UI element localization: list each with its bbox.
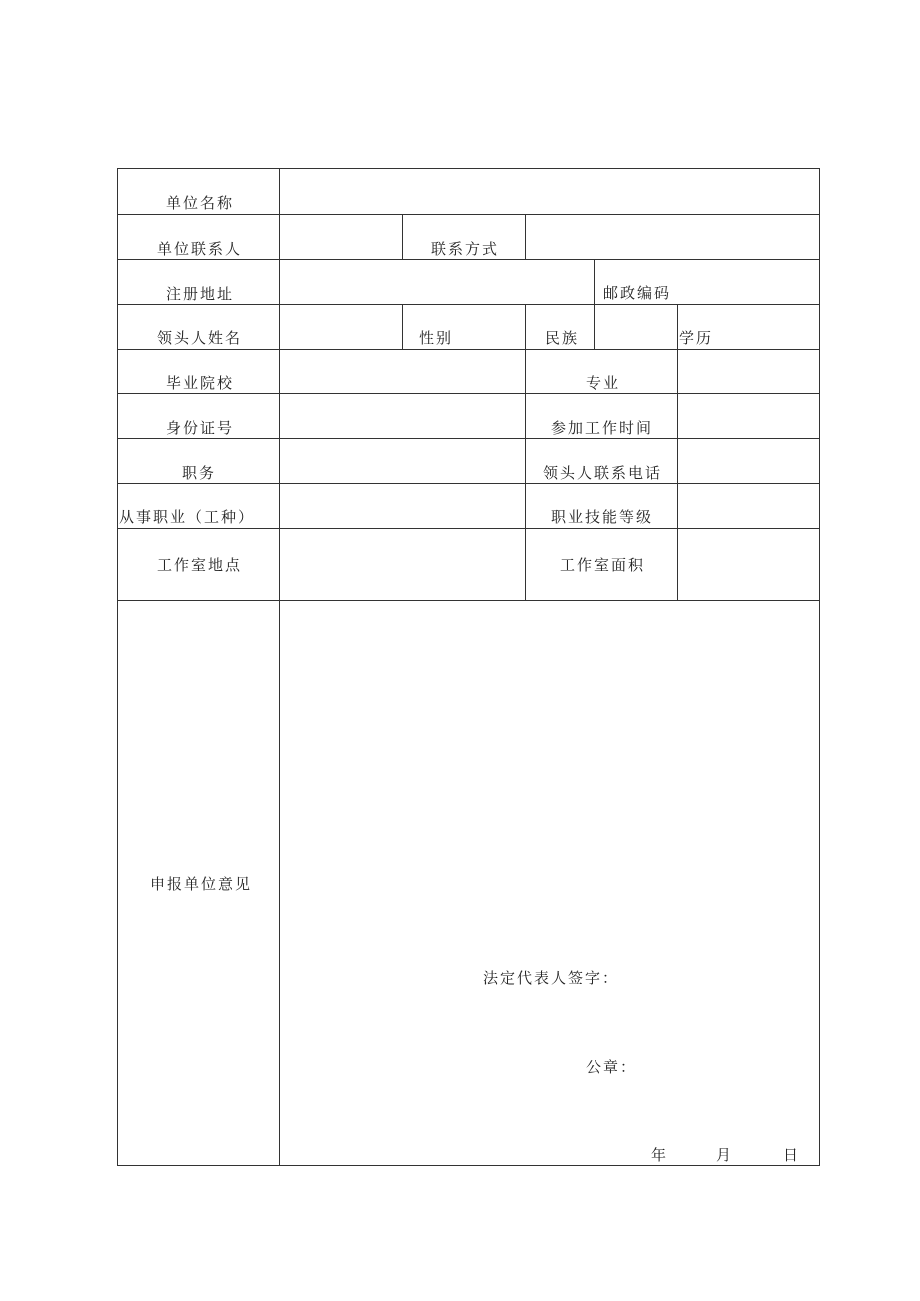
gender-label: 性别 [419,329,454,347]
row-line [117,528,820,529]
studio-area-label: 工作室面积 [560,556,646,574]
ethnicity-label: 民族 [545,329,580,347]
border-right [819,168,820,1166]
leader-name-label: 领头人姓名 [157,329,243,347]
position-label: 职务 [182,464,217,482]
row-line [117,393,820,394]
col-divider [525,349,526,600]
contact-method-field[interactable] [527,216,818,258]
seal-label: 公章： [586,1058,638,1076]
border-top [117,168,820,169]
row-line [117,483,820,484]
skill-level-label: 职业技能等级 [551,508,654,526]
unit-name-field[interactable] [281,170,818,213]
leader-phone-label: 领头人联系电话 [543,464,663,482]
skill-level-field[interactable] [679,485,818,527]
row-line [117,438,820,439]
col-divider [677,304,678,349]
unit-name-label: 单位名称 [166,194,235,212]
contact-method-label: 联系方式 [431,240,500,258]
work-start-field[interactable] [679,395,818,437]
row-line [117,600,820,601]
legal-rep-signature-label: 法定代表人签字： [483,969,620,987]
leader-phone-field[interactable] [679,440,818,482]
postal-code-label: 邮政编码 [603,284,672,302]
col-divider [402,304,403,349]
col-divider [594,259,595,304]
reg-address-label: 注册地址 [166,285,235,303]
school-field[interactable] [281,351,524,392]
col-divider [402,214,403,259]
border-bottom [117,1165,820,1166]
education-label: 学历 [679,329,714,347]
studio-area-field[interactable] [679,530,818,599]
id-number-label: 身份证号 [166,419,235,437]
reg-address-field[interactable] [281,261,593,303]
major-field[interactable] [679,351,818,392]
row-line [117,349,820,350]
opinion-field[interactable] [281,602,818,952]
leader-name-field[interactable] [281,306,401,348]
day-label: 日 [783,1146,801,1164]
ethnicity-field[interactable] [596,306,676,348]
border-left [117,168,118,1166]
unit-contact-label: 单位联系人 [157,240,243,258]
row-line [117,304,820,305]
work-start-label: 参加工作时间 [551,419,654,437]
row-line [117,214,820,215]
opinion-label: 申报单位意见 [150,875,253,893]
col-divider [525,304,526,349]
occupation-label: 从事职业（工种） [119,508,256,526]
year-label: 年 [651,1146,669,1164]
school-label: 毕业院校 [166,374,235,392]
col-divider [677,349,678,600]
id-number-field[interactable] [281,395,524,437]
position-field[interactable] [281,440,524,482]
occupation-field[interactable] [281,485,524,527]
row-line [117,259,820,260]
label-column-divider [279,168,280,1166]
studio-location-label: 工作室地点 [157,556,243,574]
col-divider [525,214,526,259]
month-label: 月 [716,1146,734,1164]
unit-contact-field[interactable] [281,216,401,258]
studio-location-field[interactable] [281,530,524,599]
col-divider [594,304,595,349]
major-label: 专业 [586,374,621,392]
